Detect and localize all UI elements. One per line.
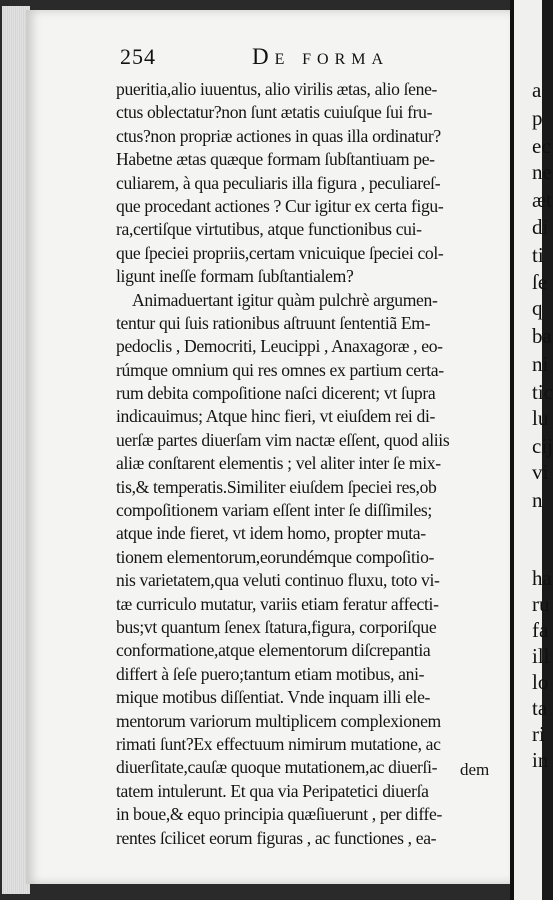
text-line: uerſæ partes diuerſam vim nactæ eſſent, quod aliis: [116, 429, 450, 450]
facing-text-fragment: tic: [532, 380, 553, 404]
text-line: compoſitionem variam eſſent inter ſe diſſimiles;: [116, 500, 432, 521]
running-title: De forma: [252, 44, 390, 69]
text-line: ctus oblectatur?non ſunt ætatis cuiuſque ſui fru-: [116, 102, 433, 123]
facing-text-fragment: cij: [532, 434, 553, 458]
text-line: rum debita compoſitione naſci dicerent; vt ſupra: [116, 383, 436, 404]
text-line: tatem intulerunt. Et qua via Peripatetici diuerſa: [116, 780, 429, 801]
text-line: culiarem, à qua peculiaris illa figura , peculiareſ-: [116, 172, 441, 193]
facing-text-fragment: æt: [532, 188, 552, 212]
text-line: aliæ conſtarent elementis ; vel aliter inter ſe mix-: [116, 453, 441, 474]
text-line: rúmque omnium qui res omnes ex partium certa-: [116, 359, 444, 380]
text-line: bus;vt quantum ſenex ſtatura,figura, corporiſque: [116, 616, 437, 637]
text-line: tæ curriculo mutatur, variis etiam feratur affecti-: [116, 593, 439, 614]
page-header: [120, 44, 500, 74]
text-line: pedoclis , Democriti, Leucippi , Anaxagoræ , eo-: [116, 336, 443, 357]
text-line: rentes ſcilicet eorum figuras , ac functiones , ea-: [116, 827, 437, 848]
text-line: que ſpeciei propriis,certam vnicuique ſpeciei col-: [116, 242, 444, 263]
text-line: ctus?non propriæ actiones in quas illa ordinatur?: [116, 125, 441, 146]
text-line: tis,& temperatis.Similiter eiuſdem ſpeciei res,ob: [116, 476, 437, 497]
facing-text-fragment: in: [532, 748, 549, 772]
facing-text-fragment: ta: [532, 696, 548, 720]
text-line: mentorum variorum multiplicem complexionem: [116, 710, 441, 731]
facing-page-edge: [510, 0, 553, 900]
text-line: Habetne ætas quæque formam ſubſtantiuam pe-: [116, 149, 435, 170]
text-line: ligunt ineſſe formam ſubſtantialem?: [116, 266, 354, 287]
text-line: pueritia,alio iuuentus, alio virilis ætas, alio ſene-: [116, 79, 438, 99]
text-line: ra,certiſque virtutibus, atque functionibus cui-: [116, 219, 422, 240]
text-line: Animaduertant igitur quàm pulchrè argumen-: [132, 289, 438, 310]
text-line: differt à ſeſe puero;tantum etiam motibus, ani-: [116, 663, 425, 684]
text-line: diuerſitate,cauſæ quoque mutationem,ac diuerſi-: [116, 757, 438, 778]
text-line: in boue,& equo principia quæſiuerunt , per diffe-: [116, 804, 443, 825]
text-line: atque inde fieret, vt idem homo, propter muta-: [116, 523, 426, 544]
text-line: mique motibus diſſentiat. Vnde inquam illi ele-: [116, 687, 431, 708]
facing-text-fragment: q: [532, 296, 543, 320]
facing-text-fragment: ha: [532, 566, 552, 590]
text-block: [116, 78, 504, 850]
facing-text-fragment: ru: [532, 592, 550, 616]
text-line: nis varietatem,qua veluti continuo fluxu, toto vi-: [116, 570, 440, 591]
facing-text-fragment: ba: [532, 324, 552, 348]
facing-text-fragment: ill: [532, 644, 550, 668]
facing-text-fragment: ni: [532, 352, 549, 376]
facing-text-fragment: ti: [532, 243, 544, 267]
catchword: dem: [460, 760, 490, 779]
facing-text-fragment: ec: [532, 134, 551, 158]
text-line: conformatione,atque elementorum diſcrepantia: [116, 640, 431, 661]
text-line: que procedant actiones ? Cur igitur ex certa figu-: [116, 195, 444, 216]
text-line: indicauimus; Atque hinc fieri, vt eiuſdem rei di-: [116, 406, 436, 427]
facing-text-fragment: lo: [532, 670, 549, 694]
facing-text-fragment: di: [532, 215, 549, 239]
facing-text-fragment: vi: [532, 460, 549, 484]
facing-text-fragment: fa: [532, 618, 549, 642]
facing-text-fragment: ri: [532, 722, 545, 746]
text-line: tionem elementorum,eorundémque compoſitio-: [116, 546, 435, 567]
text-line: rimati ſunt?Ex effectuum nimirum mutatione, ac: [116, 733, 441, 754]
facing-text-fragment: ſe: [532, 270, 548, 294]
facing-text-fragment: a: [532, 78, 542, 102]
page-number: 254: [120, 44, 156, 69]
facing-text-fragment: lu: [532, 406, 549, 430]
text-line: tentur qui ſuis rationibus aſtruunt ſententiã Em-: [116, 312, 431, 333]
facing-text-fragment: n: [532, 488, 543, 512]
facing-text-fragment: ne: [532, 160, 552, 184]
facing-text-fragment: p: [532, 106, 543, 130]
